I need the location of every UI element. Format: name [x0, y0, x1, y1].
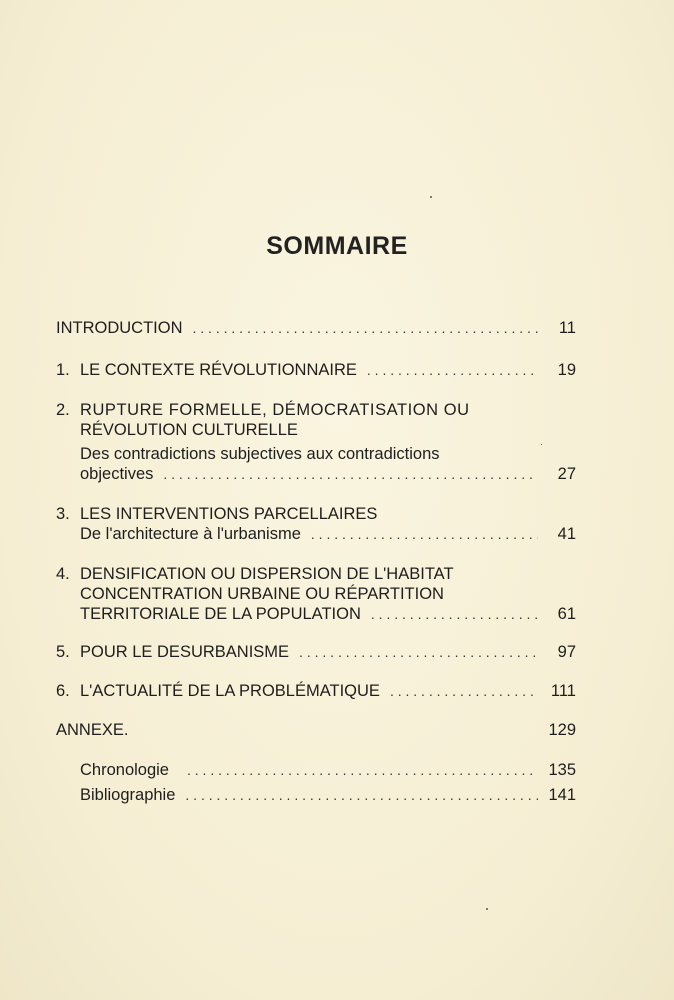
toc-entry-4 [56, 564, 576, 624]
toc-page-number: 11 [558, 319, 576, 337]
leader-dots [371, 604, 538, 624]
paper-speck [486, 908, 488, 910]
toc-page-number: 141 [548, 786, 576, 804]
toc-entry-subtitle-continued: objectives [80, 465, 154, 483]
toc-entry-number: 1. [56, 361, 70, 379]
toc-entry-title: Chronologie [80, 761, 169, 779]
toc-page-number: 41 [557, 525, 576, 543]
toc-page-number: 61 [557, 605, 576, 623]
toc-entry-introduction [56, 318, 576, 338]
toc-entry-title: LES INTERVENTIONS PARCELLAIRES [80, 505, 378, 523]
toc-entry-subtitle: De l'architecture à l'urbanisme [80, 525, 301, 543]
leader-dots [163, 464, 538, 484]
toc-entry-annexe [56, 720, 576, 740]
leader-dots [311, 524, 538, 544]
toc-entry-title-continued: RÉVOLUTION CULTURELLE [80, 421, 298, 439]
toc-entry-number: 3. [56, 505, 70, 523]
toc-entry-chronologie [56, 760, 576, 780]
leader-dots [390, 681, 538, 701]
toc-entry-number: 4. [56, 565, 70, 583]
paper-speck [541, 444, 542, 445]
toc-entry-title: Bibliographie [80, 786, 176, 804]
toc-entry-title: DENSIFICATION OU DISPERSION DE L'HABITAT [80, 565, 454, 583]
toc-entry-bibliographie [56, 785, 576, 805]
toc-entry-3 [56, 504, 576, 544]
toc-entry-title: POUR LE DESURBANISME [80, 643, 290, 661]
leader-dots [185, 785, 538, 805]
toc-entry-title: RUPTURE FORMELLE, DÉMOCRATISATION OU [80, 401, 470, 419]
toc-entry-title-continued: CONCENTRATION URBAINE OU RÉPARTITION [80, 585, 444, 603]
toc-entry-6 [56, 681, 576, 701]
toc-entry-title: ANNEXE. [56, 721, 129, 739]
leader-dots [187, 760, 538, 780]
toc-entry-number: 2. [56, 401, 70, 419]
toc-entry-2 [56, 400, 576, 484]
toc-entry-1 [56, 360, 576, 380]
toc-page-number: 27 [557, 465, 576, 483]
toc-entry-5 [56, 642, 576, 662]
toc-entry-title: LE CONTEXTE RÉVOLUTIONNAIRE [80, 361, 357, 379]
toc-page-number: 111 [550, 682, 576, 700]
toc-page-number: 135 [548, 761, 576, 779]
toc-page-number: 129 [548, 721, 576, 739]
toc-entry-title: INTRODUCTION [56, 319, 183, 337]
paper-speck [430, 196, 432, 198]
toc-page-number: 97 [557, 643, 576, 661]
toc-entry-title-continued: TERRITORIALE DE LA POPULATION [80, 605, 361, 623]
toc-page-number: 19 [557, 361, 576, 379]
leader-dots [193, 318, 539, 338]
leader-dots [299, 642, 538, 662]
toc-entry-number: 6. [56, 682, 70, 700]
page-title: SOMMAIRE [266, 232, 408, 260]
toc-entry-number: 5. [56, 643, 70, 661]
leader-dots [367, 360, 538, 380]
toc-entry-title: L'ACTUALITÉ DE LA PROBLÉMATIQUE [80, 682, 380, 700]
toc-entry-subtitle: Des contradictions subjectives aux contradictions [80, 445, 440, 463]
